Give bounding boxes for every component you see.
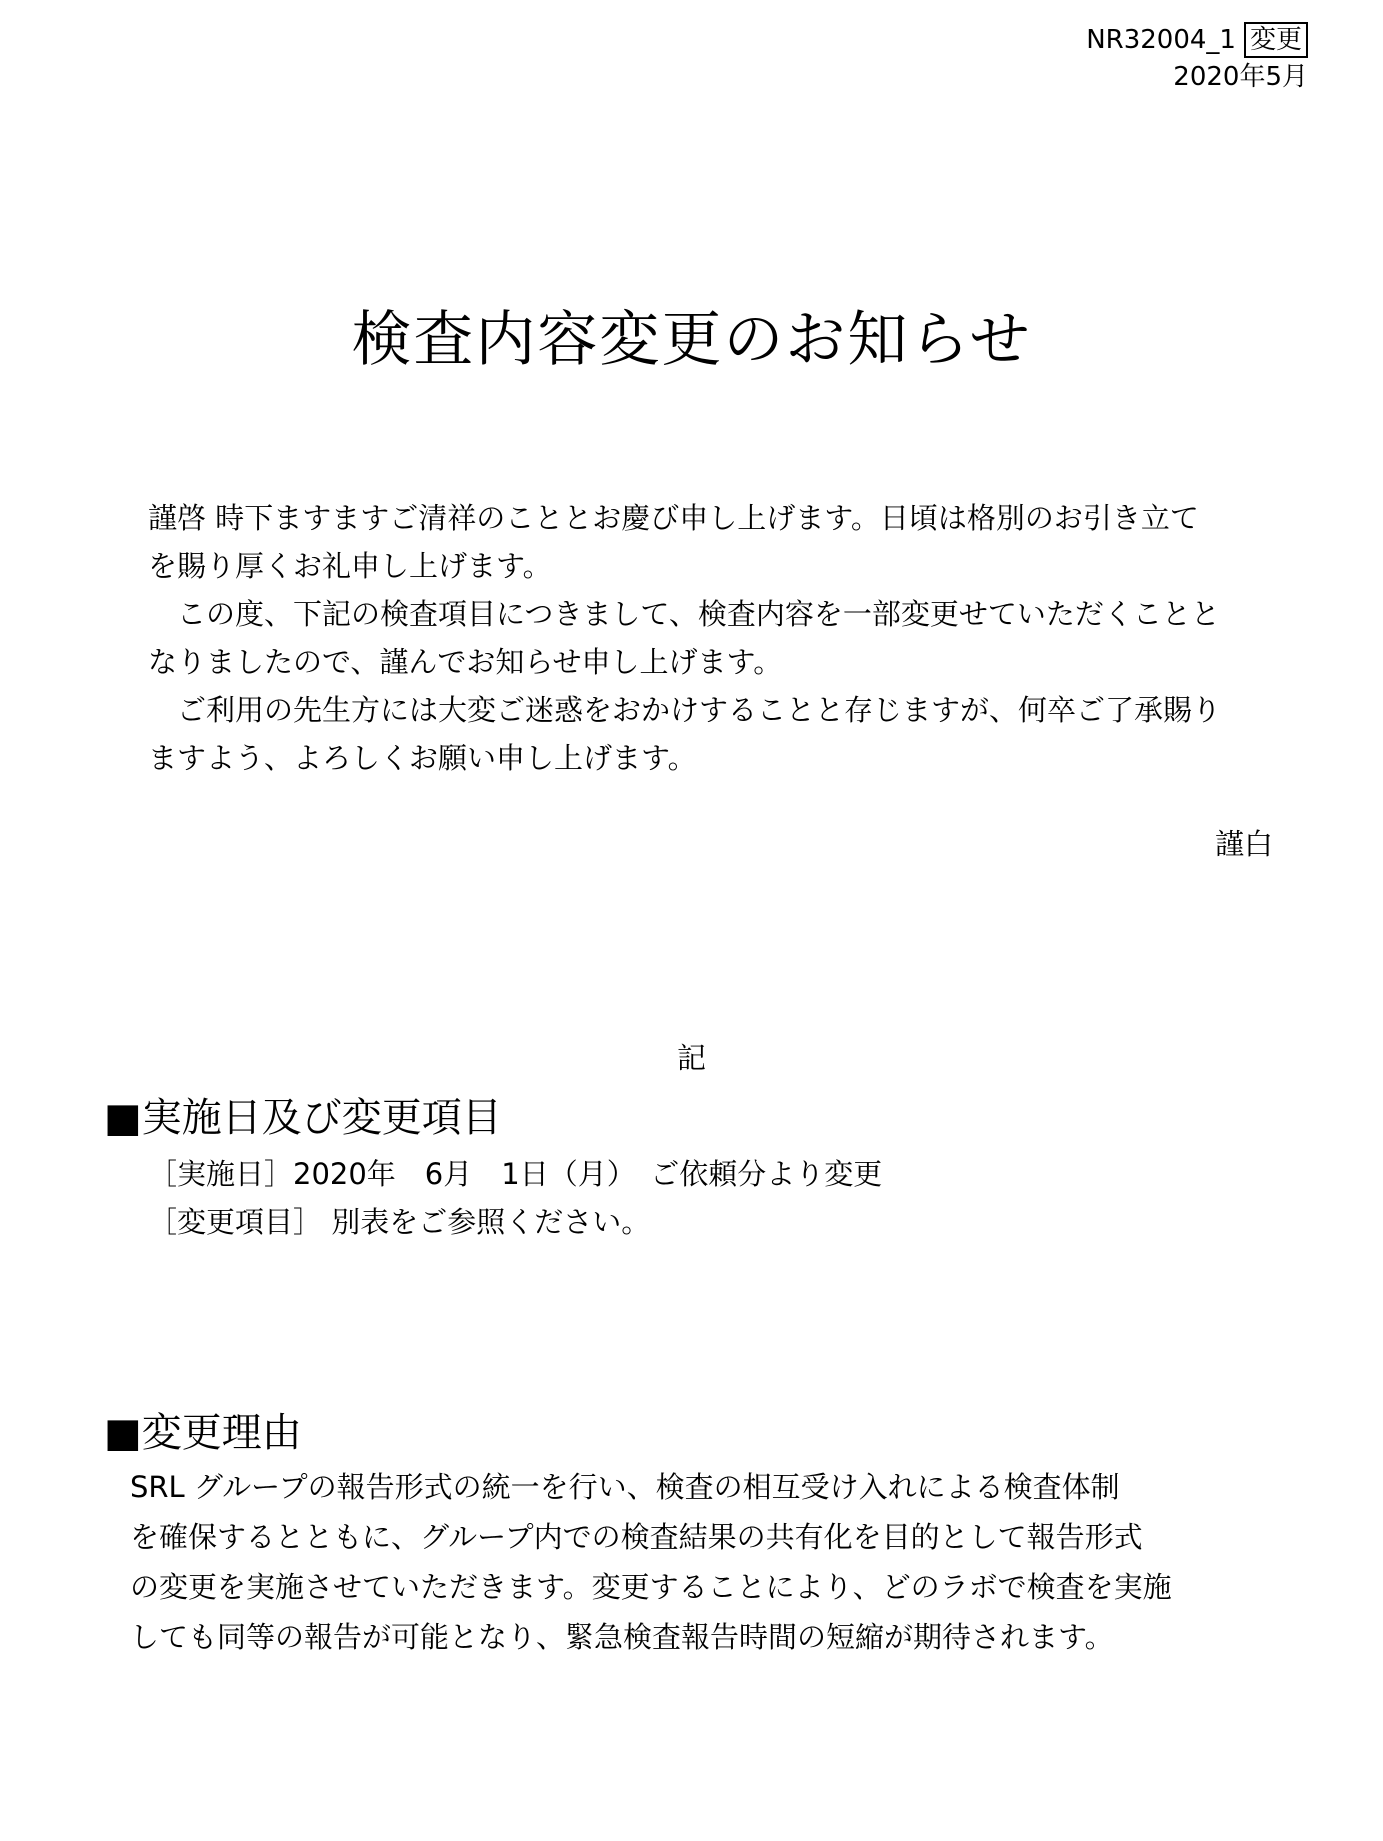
change-badge: 変更 (1244, 22, 1308, 58)
greeting-line: を賜り厚くお礼申し上げます。 (148, 549, 552, 583)
page-title: 検査内容変更のお知らせ (351, 305, 1032, 375)
section-heading-schedule: ■実施日及び変更項目 (104, 1095, 502, 1141)
greeting-paragraph (148, 494, 1288, 782)
greeting-line: ますよう、よろしくお願い申し上げます。 (148, 741, 697, 775)
greeting-line: なりましたので、謹んでお知らせ申し上げます。 (148, 645, 783, 679)
implementation-date-line: ［実施日］2020年 6月 1日（月） ご依頼分より変更 (148, 1157, 883, 1191)
change-items-line: ［変更項目］ 別表をご参照ください。 (148, 1205, 651, 1239)
section-body-schedule (148, 1150, 882, 1246)
reason-line: の変更を実施させていただきます。変更することにより、どのラボで検査を実施 (130, 1570, 1172, 1604)
section-body-reason (130, 1462, 1270, 1662)
doc-date: 2020年5月 (1173, 62, 1308, 92)
reason-line: を確保するとともに、グループ内での検査結果の共有化を目的として報告形式 (130, 1520, 1143, 1554)
doc-id: NR32004_1 (1086, 25, 1236, 55)
document-header (1086, 22, 1308, 94)
section-heading-reason: ■変更理由 (104, 1410, 302, 1456)
reason-line: SRL グループの報告形式の統一を行い、検査の相互受け入れによる検査体制 (130, 1470, 1120, 1504)
closing-word: 謹白 (1214, 827, 1273, 861)
doc-id-row (1086, 22, 1308, 58)
reason-line: しても同等の報告が可能となり、緊急検査報告時間の短縮が期待されます。 (130, 1620, 1114, 1654)
ki-marker: 記 (676, 1041, 706, 1075)
greeting-line: この度、下記の検査項目につきまして、検査内容を一部変更せていただくことと (177, 597, 1220, 631)
greeting-line: 謹啓 時下ますますご清祥のこととお慶び申し上げます。日頃は格別のお引き立て (148, 501, 1199, 535)
greeting-line: ご利用の先生方には大変ご迷惑をおかけすることと存じますが、何卒ご了承賜り (177, 693, 1222, 727)
